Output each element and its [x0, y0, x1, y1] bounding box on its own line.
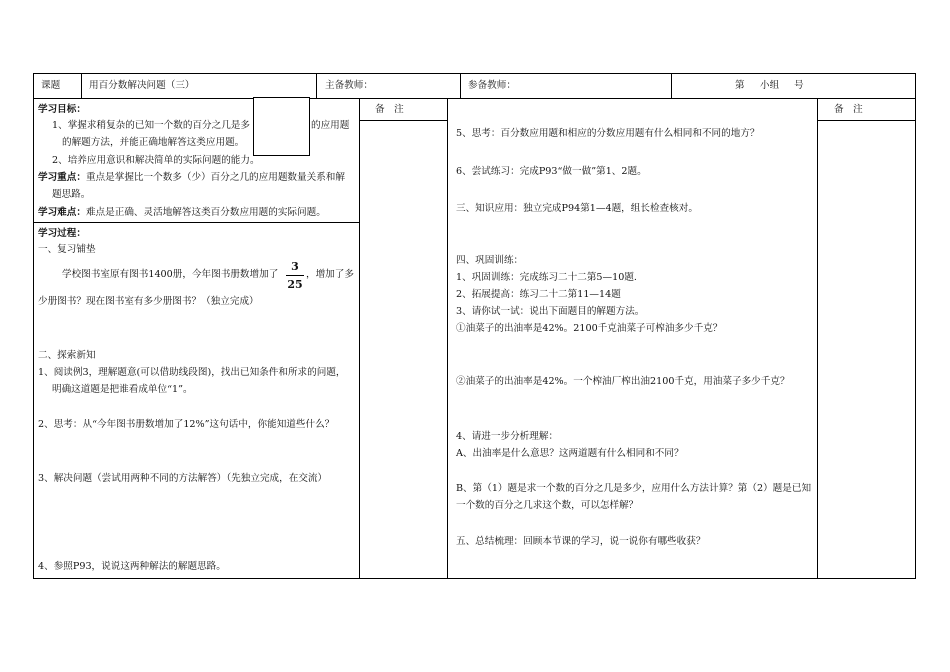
col-divider-notes-left: [359, 98, 360, 579]
goal-1a: 1、掌握求稍复杂的已知一个数的百分之几是多: [52, 120, 250, 131]
problem-2: ②油菜子的出油率是42%。一个榨油厂榨出油2100千克，用油菜子多少千克？: [456, 376, 790, 387]
col-divider-right-notes: [817, 98, 818, 579]
group-xiaozu: 小组: [760, 80, 780, 91]
process-title: 学习过程：: [38, 228, 86, 239]
section-4-item-4: 4、请进一步分析理解：: [456, 431, 559, 442]
goals-title: 学习目标：: [38, 104, 86, 115]
image-placeholder-box: [253, 97, 310, 156]
key-point-text-2: 题思路。: [52, 189, 91, 200]
difficulty-text: 难点是正确、灵活地解答这类百分数应用题的实际问题。: [85, 207, 326, 218]
item-6: 6、尝试练习：完成P93“做一做”第1、2题。: [456, 166, 647, 177]
section-3: 三、知识应用：独立完成P94第1—4题，组长检查核对。: [456, 203, 698, 214]
border-right: [915, 73, 916, 579]
section-2-item-1b: 明确这道题是把谁看成单位“1”。: [52, 384, 193, 395]
section-1-title: 一、复习铺垫: [38, 244, 96, 255]
section-2-item-4: 4、参照P93，说说这两种解法的解题思路。: [38, 561, 226, 572]
analysis-b-1: B、第（1）题是求一个数的百分之几是多少，应用什么方法计算？第（2）题是已知: [456, 483, 812, 494]
label-co-teacher: 参备教师：: [468, 80, 516, 91]
section-4-item-3: 3、请你试一试：说出下面题目的解题方法。: [456, 306, 645, 317]
goal-2: 2、培养应用意识和解决简单的实际问题的能力。: [52, 155, 260, 166]
goal-1c: 的解题方法，并能正确地解答这类应用题。: [62, 137, 245, 148]
fraction-bar: [286, 275, 304, 276]
header-divider-2: [316, 73, 317, 98]
section-4-item-1: 1、巩固训练：完成练习二十二第5—10题.: [456, 272, 637, 283]
section-5: 五、总结梳理：回顾本节课的学习，说一说你有哪些收获？: [456, 536, 706, 547]
analysis-b-2: 一个数的百分之几求这个数，可以怎样解？: [456, 500, 639, 511]
analysis-a: A、出油率是什么意思？这两道题有什么相同和不同？: [456, 448, 684, 459]
fraction-numerator: 3: [291, 260, 299, 273]
key-point-label: 学习重点：: [38, 172, 86, 183]
section-4-title: 四、巩固训练：: [456, 255, 524, 266]
header-divider-1: [81, 73, 82, 98]
section-4-item-2: 2、拓展提高：练习二十二第11—14题: [456, 289, 621, 300]
border-bottom: [33, 578, 916, 579]
problem-1: ①油菜子的出油率是42%。2100千克油菜子可榨油多少千克？: [456, 323, 723, 334]
difficulty: [38, 206, 326, 219]
border-header-bottom: [33, 98, 916, 99]
label-topic: 课题: [41, 80, 61, 91]
border-top: [33, 73, 916, 74]
fraction-3-25: [286, 260, 304, 291]
section-1-text-a: 学校图书室原有图书1400册，今年图书册数增加了: [62, 269, 279, 280]
section-2-item-3: 3、解决问题（尝试用两种不同的方法解答）（先独立完成，在交流）: [38, 473, 328, 484]
border-left: [33, 73, 34, 579]
col-divider-notes-right: [447, 98, 448, 579]
label-main-teacher: 主备教师：: [325, 80, 373, 91]
section-2-item-1a: 1、阅读例3，理解题意(可以借助线段图)，找出已知条件和所求的问题，: [38, 367, 346, 378]
group-hao: 号: [794, 80, 804, 91]
section-1-text-c: 少册图书？现在图书室有多少册图书？（独立完成）: [38, 296, 259, 307]
lesson-title: 用百分数解决问题（三）: [89, 80, 195, 91]
section-2-item-2: 2、思考：从“今年图书册数增加了12%”这句话中，你能知道些什么？: [38, 419, 335, 430]
section-1-text-b: ，增加了多: [306, 269, 354, 280]
key-point-text: 重点是掌握比一个数多（少）百分之几的应用题数量关系和解: [85, 172, 345, 183]
goals-bottom-border: [33, 222, 360, 223]
notes-label-right: 备 注: [834, 104, 863, 115]
notes-header-bottom-left: [359, 120, 448, 121]
header-divider-3: [460, 73, 461, 98]
difficulty-label: 学习难点：: [38, 207, 86, 218]
notes-header-bottom-right: [817, 120, 916, 121]
goal-1b: 的应用题: [311, 120, 350, 131]
notes-label-left: 备 注: [375, 104, 404, 115]
section-2-title: 二、探索新知: [38, 350, 96, 361]
header-divider-4: [671, 73, 672, 98]
group-di: 第: [735, 80, 745, 91]
key-point: [38, 171, 345, 184]
fraction-denominator: 25: [287, 278, 303, 291]
item-5: 5、思考：百分数应用题和相应的分数应用题有什么相同和不同的地方？: [456, 128, 760, 139]
